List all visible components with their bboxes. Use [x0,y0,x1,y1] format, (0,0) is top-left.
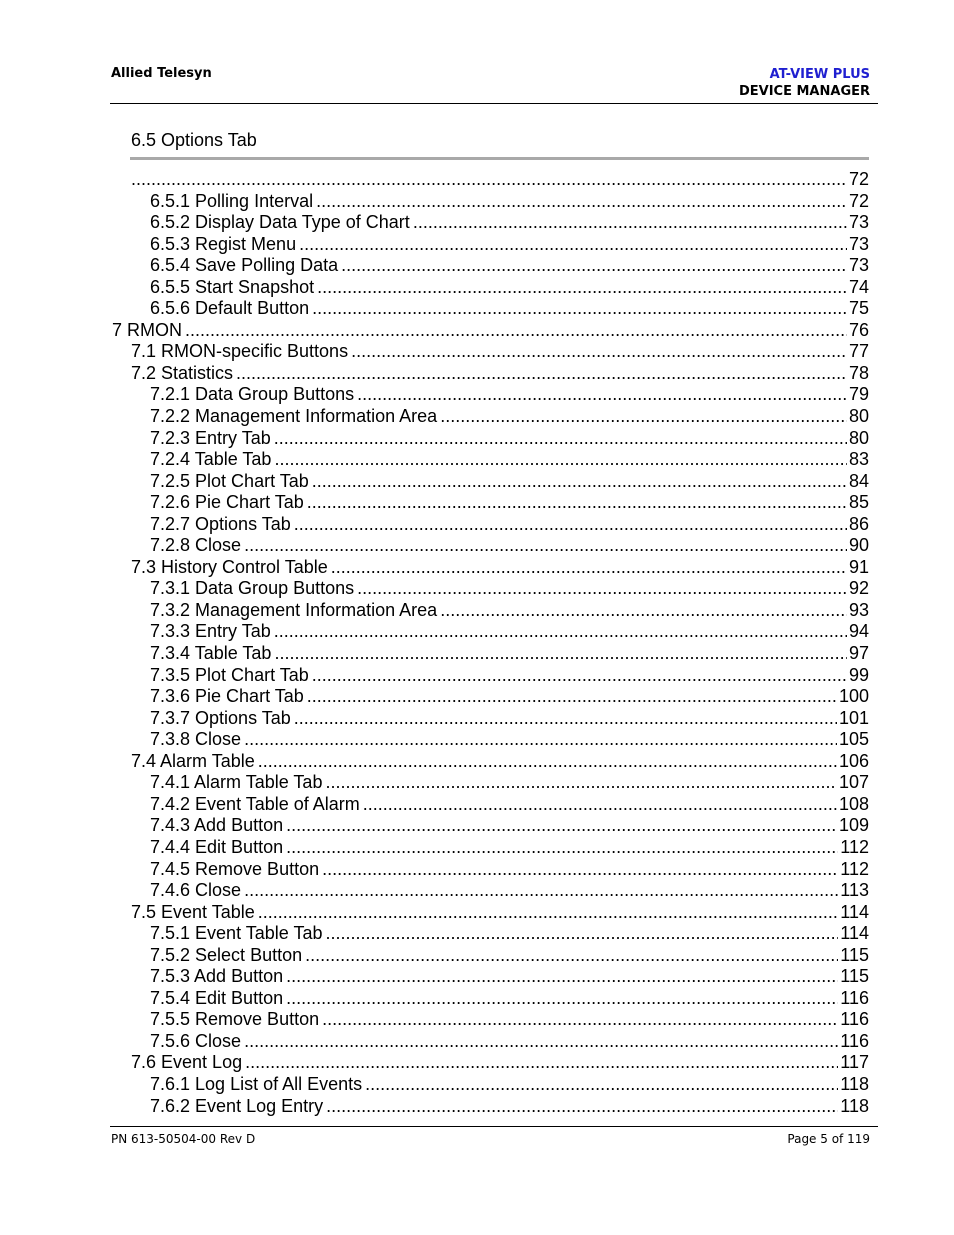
toc-entry[interactable] [150,514,869,536]
toc-dot-leader [316,191,847,213]
part-number: PN 613-50504-00 Rev D [111,1132,256,1146]
toc-entry-label: 7.3.5 Plot Chart Tab [150,664,309,685]
toc-entry-label: 7.6.2 Event Log Entry [150,1095,324,1116]
toc-entry-label: 7.3.2 Management Information Area [150,599,438,620]
table-of-contents [0,169,954,1117]
toc-entry[interactable] [150,492,869,514]
toc-entry[interactable] [131,363,869,385]
toc-entry[interactable] [150,859,869,881]
toc-entry-page: 116 [840,1030,869,1051]
toc-entry-label: 7.3.1 Data Group Buttons [150,578,355,599]
toc-entry-page: 100 [838,686,869,707]
toc-entry-page: 93 [848,599,869,620]
product-name: AT-VIEW PLUS [769,67,870,82]
toc-entry-label: 7.2.7 Options Tab [150,513,291,534]
toc-entry-label: 7.1 RMON-specific Buttons [131,341,349,362]
toc-entry-label: 7.3 History Control Table [131,556,328,577]
toc-dot-leader [357,384,847,406]
toc-entry-label: 7.2.2 Management Information Area [150,406,438,427]
toc-entry-label: 7.5.1 Event Table Tab [150,923,323,944]
toc-entry-label: 7.4 Alarm Table [131,750,255,771]
toc-entry-page: 116 [840,1009,869,1030]
section-title-divider [130,157,869,160]
toc-dot-leader [312,471,847,493]
toc-entry-page: 85 [848,492,869,513]
footer-divider [110,1126,878,1127]
toc-entry-page: 118 [840,1073,869,1094]
toc-entry[interactable] [150,772,869,794]
toc-dot-leader [185,320,847,342]
toc-entry-page: 79 [848,384,869,405]
document-header [739,66,870,100]
toc-dot-leader [326,1096,838,1118]
toc-entry[interactable] [150,708,869,730]
toc-entry-label: 7.6.1 Log List of All Events [150,1073,363,1094]
toc-entry-page: 112 [840,836,869,857]
section-title: 6.5 Options Tab [131,130,257,150]
toc-entry-page: 116 [840,987,869,1008]
toc-entry[interactable] [150,298,869,320]
toc-entry[interactable] [131,169,869,191]
toc-entry-page: 91 [848,556,869,577]
toc-entry[interactable] [150,815,869,837]
toc-dot-leader [351,341,847,363]
toc-dot-leader [307,686,837,708]
toc-entry-page: 72 [848,190,869,211]
toc-dot-leader [244,880,838,902]
toc-dot-leader [286,988,838,1010]
toc-entry-label: 7.4.5 Remove Button [150,858,320,879]
toc-dot-leader [244,535,847,557]
toc-dot-leader [312,298,847,320]
toc-dot-leader [341,255,847,277]
toc-entry[interactable] [150,923,869,945]
toc-entry[interactable] [150,643,869,665]
toc-entry[interactable] [150,255,869,277]
toc-entry-label: 6.5.4 Save Polling Data [150,255,339,276]
toc-entry[interactable] [150,729,869,751]
toc-entry-label: 7 RMON [112,319,183,340]
toc-entry[interactable] [150,277,869,299]
toc-entry-page: 109 [838,815,869,836]
toc-entry[interactable] [150,1031,869,1053]
toc-entry[interactable] [150,384,869,406]
toc-entry-label: 7.2.8 Close [150,535,242,556]
toc-entry-label: 7.5.2 Select Button [150,944,303,965]
toc-entry[interactable] [150,988,869,1010]
toc-entry-page: 73 [848,255,869,276]
toc-entry[interactable] [131,902,869,924]
toc-entry-page: 92 [848,578,869,599]
toc-dot-leader [413,212,847,234]
toc-entry[interactable] [150,837,869,859]
toc-entry[interactable] [150,600,869,622]
toc-entry-page: 118 [840,1095,869,1116]
toc-entry[interactable] [150,880,869,902]
toc-entry[interactable] [150,945,869,967]
toc-entry-label: 7.2.1 Data Group Buttons [150,384,355,405]
toc-entry-page: 97 [848,643,869,664]
toc-entry[interactable] [150,794,869,816]
toc-entry-page: 77 [848,341,869,362]
toc-entry[interactable] [131,557,869,579]
toc-entry-page: 94 [848,621,869,642]
toc-entry[interactable] [150,621,869,643]
toc-entry-page: 73 [848,212,869,233]
toc-entry-label: 7.3.4 Table Tab [150,643,272,664]
toc-entry-page: 113 [840,880,869,901]
toc-entry[interactable] [150,212,869,234]
toc-entry-page: 86 [848,513,869,534]
toc-entry-label: 7.2 Statistics [131,362,234,383]
toc-entry[interactable] [150,449,869,471]
toc-dot-leader [245,1052,838,1074]
toc-dot-leader [322,1009,838,1031]
toc-entry-label: 6.5.2 Display Data Type of Chart [150,212,410,233]
toc-dot-leader [286,837,838,859]
toc-dot-leader [305,945,838,967]
toc-dot-leader [258,902,839,924]
toc-entry-label: 7.4.3 Add Button [150,815,284,836]
product-subtitle: DEVICE MANAGER [738,84,870,99]
toc-entry[interactable] [150,1009,869,1031]
toc-entry[interactable] [150,1096,869,1118]
toc-dot-leader [236,363,847,385]
header-divider [110,103,878,104]
toc-entry[interactable] [150,471,869,493]
toc-dot-leader [274,449,847,471]
toc-entry-label: 7.5.6 Close [150,1030,242,1051]
toc-entry-label: 7.3.8 Close [150,729,242,750]
toc-entry-label: 7.5.5 Remove Button [150,1009,320,1030]
toc-entry[interactable] [150,535,869,557]
toc-entry-label: 7.5.4 Edit Button [150,987,284,1008]
toc-entry-label: 7.3.6 Pie Chart Tab [150,686,304,707]
toc-entry[interactable] [150,428,869,450]
toc-dot-leader [294,514,847,536]
toc-entry-page: 108 [838,793,869,814]
toc-entry-label: 7.2.6 Pie Chart Tab [150,492,304,513]
toc-entry-label: 6.5.3 Regist Menu [150,233,297,254]
toc-entry-label: 7.5.3 Add Button [150,966,284,987]
toc-entry-page: 72 [848,169,869,189]
toc-entry-label: 6.5.6 Default Button [150,298,310,319]
toc-dot-leader [286,815,837,837]
toc-dot-leader [294,708,837,730]
toc-entry[interactable] [150,665,869,687]
toc-entry-page: 117 [840,1052,869,1073]
toc-dot-leader [440,406,847,428]
toc-dot-leader [322,859,838,881]
toc-entry[interactable] [150,191,869,213]
toc-entry-page: 99 [848,664,869,685]
toc-entry-label: 7.5 Event Table [131,901,255,922]
toc-entry[interactable] [150,966,869,988]
toc-entry-page: 76 [848,319,869,340]
toc-entry[interactable] [150,686,869,708]
toc-dot-leader [365,1074,838,1096]
toc-entry-page: 73 [848,233,869,254]
toc-entry-page: 114 [840,923,869,944]
toc-entry[interactable] [150,1074,869,1096]
toc-entry-label: 7.2.4 Table Tab [150,449,272,470]
toc-entry-label: 7.4.2 Event Table of Alarm [150,793,360,814]
toc-entry[interactable] [150,234,869,256]
company-name: Allied Telesyn [111,66,212,81]
toc-entry-label: 7.3.3 Entry Tab [150,621,271,642]
toc-entry-page: 75 [848,298,869,319]
toc-entry-page: 80 [848,406,869,427]
toc-dot-leader [331,557,847,579]
toc-entry-label: 7.2.5 Plot Chart Tab [150,470,309,491]
toc-entry[interactable] [131,1052,869,1074]
toc-entry-page: 83 [848,449,869,470]
toc-dot-leader [286,966,838,988]
toc-dot-leader [244,729,837,751]
toc-entry-label: 6.5.1 Polling Interval [150,190,314,211]
toc-entry-label: 7.4.1 Alarm Table Tab [150,772,323,793]
toc-entry-page: 106 [838,750,869,771]
toc-entry[interactable] [131,751,869,773]
toc-entry-page: 90 [848,535,869,556]
toc-dot-leader [258,751,837,773]
toc-dot-leader [274,428,847,450]
toc-entry-label: 7.3.7 Options Tab [150,707,291,728]
page-number: Page 5 of 119 [787,1132,870,1146]
toc-entry[interactable] [112,320,869,342]
toc-entry-label: 7.4.4 Edit Button [150,836,284,857]
toc-entry-page: 115 [840,966,869,987]
toc-entry-page: 114 [840,901,869,922]
toc-entry-label: 6.5.5 Start Snapshot [150,276,315,297]
toc-dot-leader [299,234,847,256]
toc-dot-leader [325,923,838,945]
toc-entry[interactable] [150,406,869,428]
toc-entry[interactable] [150,578,869,600]
toc-entry-page: 112 [840,858,869,879]
toc-dot-leader [357,578,847,600]
toc-entry-page: 84 [848,470,869,491]
toc-entry-page: 78 [848,362,869,383]
toc-dot-leader [325,772,837,794]
toc-dot-leader [274,621,847,643]
toc-entry[interactable] [131,341,869,363]
toc-dot-leader [307,492,847,514]
toc-dot-leader [244,1031,838,1053]
toc-dot-leader [440,600,847,622]
toc-entry-label: 7.4.6 Close [150,880,242,901]
toc-dot-leader [363,794,837,816]
toc-dot-leader [131,169,847,191]
toc-dot-leader [312,665,847,687]
toc-entry-label: 7.6 Event Log [131,1052,243,1073]
toc-dot-leader [274,643,847,665]
toc-entry-page: 101 [838,707,869,728]
toc-entry-page: 107 [838,772,869,793]
toc-dot-leader [317,277,847,299]
toc-entry-page: 74 [848,276,869,297]
toc-entry-page: 115 [840,944,869,965]
toc-entry-page: 105 [838,729,869,750]
toc-entry-label: 7.2.3 Entry Tab [150,427,271,448]
toc-entry-page: 80 [848,427,869,448]
